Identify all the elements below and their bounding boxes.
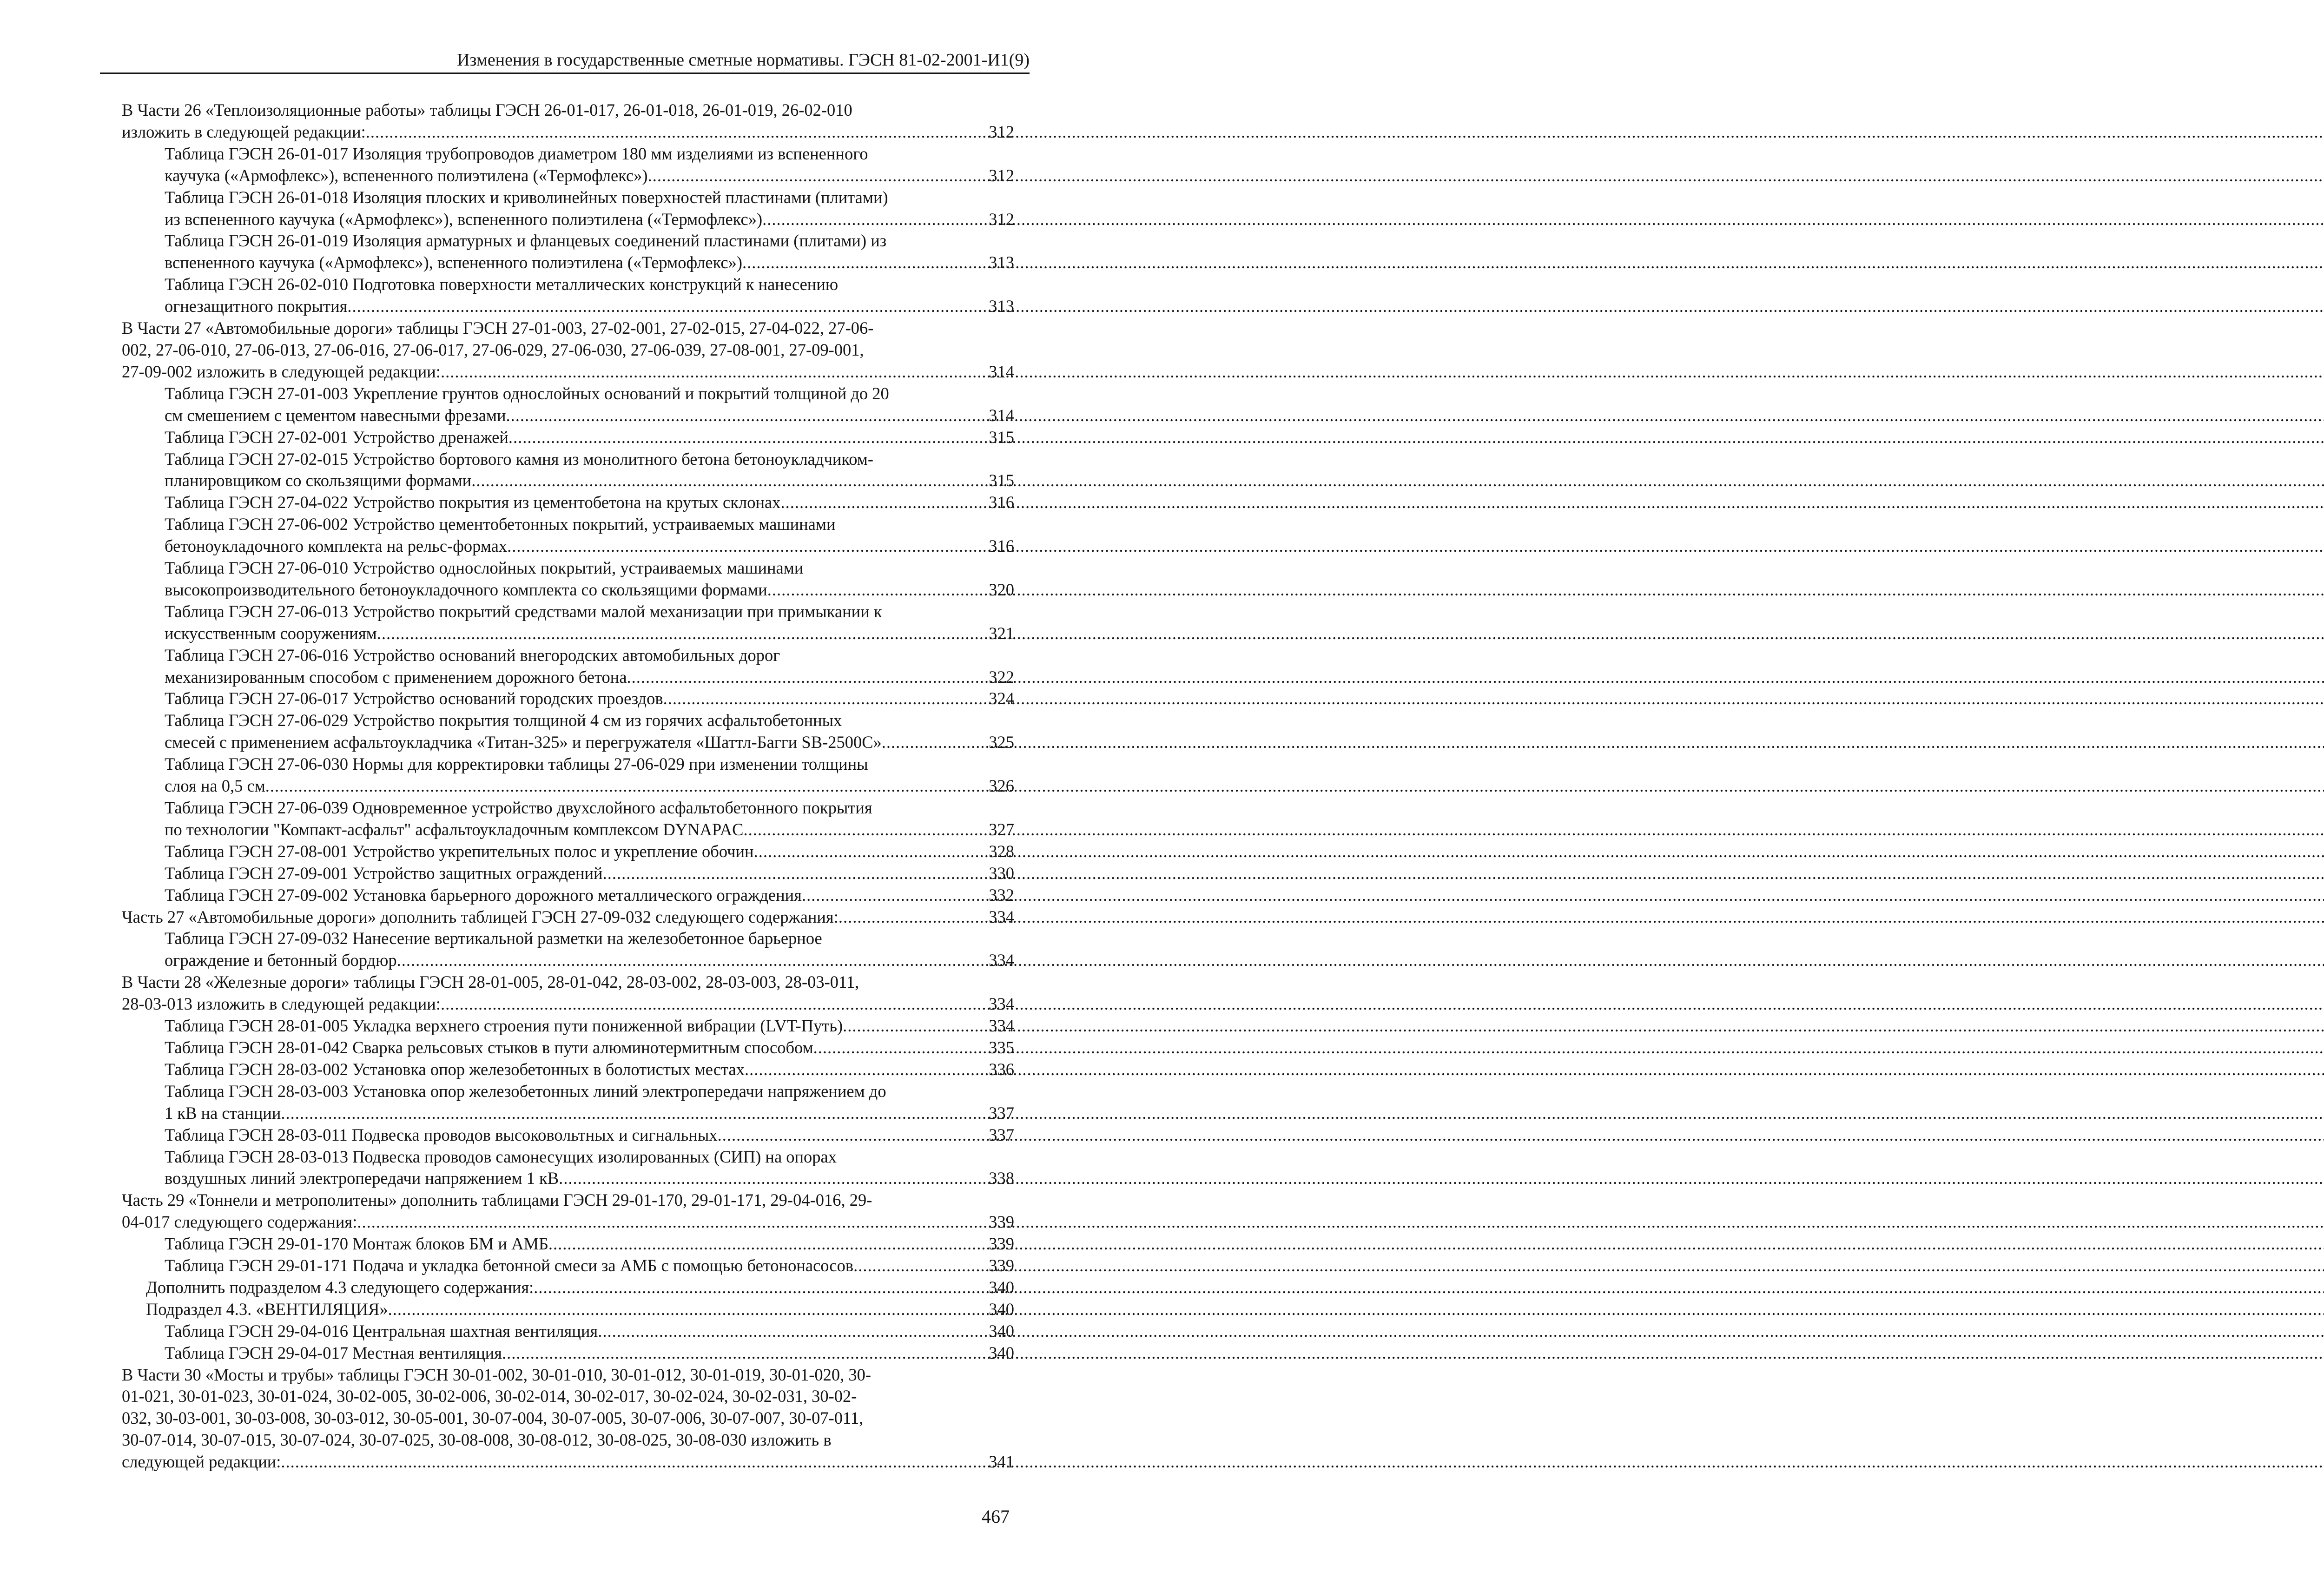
toc-entry-last-line bbox=[165, 535, 1014, 557]
toc-entry[interactable] bbox=[122, 971, 1014, 1015]
toc-entry-text: см смешением с цементом навесными фрезами bbox=[165, 405, 506, 425]
dot-leader bbox=[559, 1168, 988, 1189]
toc-entry-line: Таблица ГЭСН 28-03-013 Подвеска проводов самонесущих изолированных (СИП) на опорах bbox=[165, 1147, 837, 1166]
toc-entry-line: Часть 29 «Тоннели и метрополитены» дополнить таблицами ГЭСН 29-01-170, 29-01-171, 29-04-016, 29- bbox=[122, 1190, 872, 1210]
toc-page-ref[interactable]: 327 bbox=[989, 819, 1014, 839]
toc-entry[interactable] bbox=[122, 274, 1014, 317]
toc-entry[interactable] bbox=[122, 1277, 1014, 1299]
toc-entry-last-line bbox=[122, 993, 1014, 1015]
dot-leader bbox=[754, 841, 988, 863]
toc-entry[interactable] bbox=[122, 645, 1014, 688]
toc-entry[interactable] bbox=[122, 383, 1014, 427]
toc-entry[interactable] bbox=[122, 492, 1014, 514]
toc-entry-last-line bbox=[122, 1451, 1014, 1473]
toc-entry[interactable] bbox=[122, 317, 1014, 383]
toc-entry-text: Таблица ГЭСН 28-01-042 Сварка рельсовых стыков в пути алюминотермитным способом bbox=[165, 1037, 813, 1057]
toc-entry[interactable] bbox=[122, 1233, 1014, 1255]
toc-entry-text: Таблица ГЭСН 27-09-001 Устройство защитных ограждений bbox=[165, 863, 603, 883]
toc-entry-line: Таблица ГЭСН 27-06-029 Устройство покрытия толщиной 4 см из горячих асфальтобетонных bbox=[165, 711, 842, 730]
toc-page-ref[interactable]: 321 bbox=[989, 623, 1014, 643]
toc-entry[interactable] bbox=[122, 688, 1014, 710]
toc-entry-text: 28-03-013 изложить в следующей редакции: bbox=[122, 994, 441, 1014]
toc-entry-line: 01-021, 30-01-023, 30-01-024, 30-02-005, 30-02-006, 30-02-014, 30-02-017, 30-02-024, 30-02-031, 30-02- bbox=[122, 1387, 857, 1406]
toc-page-ref[interactable]: 315 bbox=[989, 427, 1014, 447]
toc-entry-last-line bbox=[165, 623, 1014, 645]
toc-entry-last-line bbox=[165, 165, 1014, 187]
toc-entry-last-line bbox=[165, 1059, 1014, 1081]
toc-entry-line: Таблица ГЭСН 27-09-032 Нанесение вертикальной разметки на железобетонное барьерное bbox=[165, 929, 822, 948]
toc-entry[interactable] bbox=[122, 1299, 1014, 1321]
toc-entry-text: Таблица ГЭСН 27-06-017 Устройство оснований городских проездов bbox=[165, 689, 663, 708]
toc-entry[interactable] bbox=[122, 1342, 1014, 1364]
dot-leader bbox=[762, 209, 988, 231]
toc-entry-text: огнезащитного покрытия bbox=[165, 297, 348, 316]
dot-leader bbox=[802, 885, 988, 906]
toc-page-ref[interactable]: 339 bbox=[989, 1234, 1014, 1254]
dot-leader bbox=[471, 470, 988, 492]
toc-entry-last-line bbox=[165, 427, 1014, 449]
toc-entry[interactable] bbox=[122, 143, 1014, 187]
toc-entry-text: Часть 27 «Автомобильные дороги» дополнить таблицей ГЭСН 27-09-032 следующего содержания: bbox=[122, 907, 838, 926]
toc-entry-line: Таблица ГЭСН 27-06-030 Нормы для корректировки таблицы 27-06-029 при изменении толщины bbox=[165, 754, 868, 774]
toc-entry-line: Таблица ГЭСН 28-03-003 Установка опор железобетонных линий электропередачи напряжением до bbox=[165, 1081, 886, 1101]
toc-page-ref[interactable]: 337 bbox=[989, 1125, 1014, 1144]
toc-entry-last-line bbox=[165, 252, 1014, 274]
toc-entry-line: Таблица ГЭСН 27-02-015 Устройство бортового камня из монолитного бетона бетоноукладчиком- bbox=[165, 449, 874, 469]
toc-page-ref[interactable]: 320 bbox=[989, 580, 1014, 599]
running-header bbox=[100, 48, 1030, 74]
dot-leader bbox=[813, 1037, 988, 1059]
toc-entry[interactable] bbox=[122, 797, 1014, 841]
dot-leader bbox=[507, 535, 988, 557]
toc-entry-text: планировщиком со скользящими формами bbox=[165, 471, 472, 490]
toc-entry-last-line bbox=[165, 1103, 1014, 1124]
toc-page-ref[interactable]: 340 bbox=[989, 1321, 1014, 1341]
toc-entry-text: искусственным сооружениям bbox=[165, 623, 377, 643]
dot-leader bbox=[744, 819, 988, 841]
dot-leader bbox=[843, 1015, 988, 1037]
toc-page-ref[interactable]: 336 bbox=[989, 1059, 1014, 1079]
toc-entry-line: В Части 30 «Мосты и трубы» таблицы ГЭСН 30-01-002, 30-01-010, 30-01-012, 30-01-019, 30-01-020, 30- bbox=[122, 1365, 872, 1384]
toc-entry[interactable] bbox=[122, 1059, 1014, 1081]
toc-entry[interactable] bbox=[122, 1321, 1014, 1342]
toc-page-ref[interactable]: 338 bbox=[989, 1169, 1014, 1188]
toc-page-ref[interactable]: 315 bbox=[989, 471, 1014, 490]
toc-entry-text: изложить в следующей редакции: bbox=[122, 122, 366, 141]
toc-entry-line: Таблица ГЭСН 26-01-017 Изоляция трубопроводов диаметром 180 мм изделиями из вспененного bbox=[165, 144, 868, 163]
toc-entry-text: Таблица ГЭСН 28-03-002 Установка опор железобетонных в болотистых местах bbox=[165, 1059, 745, 1079]
toc-entry-text: 27-09-002 изложить в следующей редакции: bbox=[122, 362, 441, 381]
toc-entry-line: Таблица ГЭСН 27-06-039 Одновременное устройство двухслойного асфальтобетонного покрытия bbox=[165, 798, 872, 817]
running-title: Изменения в государственные сметные нормативы. ГЭСН 81-02-2001-И1(9) bbox=[456, 50, 1030, 70]
dot-leader bbox=[534, 1277, 988, 1299]
dot-leader bbox=[397, 950, 988, 971]
toc-entry[interactable] bbox=[122, 1081, 1014, 1124]
toc-page-ref[interactable]: 335 bbox=[989, 1037, 1014, 1057]
toc-entry-line: В Части 27 «Автомобильные дороги» таблицы ГЭСН 27-01-003, 27-02-001, 27-02-015, 27-04-022, 27-06- bbox=[122, 318, 874, 338]
dot-leader bbox=[281, 1451, 988, 1473]
dot-leader bbox=[767, 579, 988, 601]
dot-leader bbox=[347, 296, 988, 317]
toc-entry[interactable] bbox=[122, 427, 1014, 449]
toc-page-ref[interactable]: 340 bbox=[989, 1299, 1014, 1319]
toc-entry-text: Подраздел 4.3. «ВЕНТИЛЯЦИЯ» bbox=[146, 1299, 388, 1319]
toc-entry[interactable] bbox=[122, 885, 1014, 906]
toc-entry-text: Таблица ГЭСН 29-01-171 Подача и укладка бетонной смеси за АМБ с помощью бетононасосов bbox=[165, 1256, 854, 1275]
toc-entry-text: каучука («Армофлекс»), вспененного полиэтилена («Термофлекс») bbox=[165, 165, 648, 185]
toc-entry-text: Таблица ГЭСН 27-08-001 Устройство укрепительных полос и укрепление обочин bbox=[165, 841, 754, 861]
toc-entry-text: воздушных линий электропередачи напряжением 1 кВ bbox=[165, 1169, 559, 1188]
toc-entry[interactable] bbox=[122, 1255, 1014, 1277]
toc-page-ref[interactable]: 322 bbox=[989, 667, 1014, 687]
toc-entry-text: 04-017 следующего содержания: bbox=[122, 1212, 357, 1232]
page-number: 467 bbox=[982, 1506, 1010, 1527]
toc-page-ref[interactable]: 316 bbox=[989, 493, 1014, 512]
toc-entry-text: Таблица ГЭСН 27-02-001 Устройство дренажей bbox=[165, 427, 508, 447]
toc-entry[interactable] bbox=[122, 1189, 1014, 1233]
dot-leader bbox=[838, 906, 988, 928]
toc-page-ref[interactable]: 312 bbox=[989, 122, 1014, 141]
toc-entry-last-line bbox=[165, 819, 1014, 841]
toc-entry-text: Таблица ГЭСН 27-04-022 Устройство покрытия из цементобетона на крутых склонах bbox=[165, 493, 781, 512]
toc-entry-text: высокопроизводительного бетоноукладочного комплекта со скользящими формами bbox=[165, 580, 767, 599]
toc-entry-text: Таблица ГЭСН 28-03-011 Подвеска проводов высоковольтных и сигнальных bbox=[165, 1125, 718, 1144]
toc-entry-text: механизированным способом с применением дорожного бетона bbox=[165, 667, 627, 687]
toc-entry-last-line bbox=[146, 1277, 1014, 1299]
toc-entry-last-line bbox=[165, 1015, 1014, 1037]
dot-leader bbox=[745, 1059, 988, 1081]
toc-entry-last-line bbox=[146, 1299, 1014, 1321]
dot-leader bbox=[506, 405, 988, 427]
toc-entry-line: Таблица ГЭСН 27-06-010 Устройство однослойных покрытий, устраиваемых машинами bbox=[165, 558, 804, 578]
toc-entry-text: смесей с применением асфальтоукладчика «Титан-325» и перегружателя «Шаттл-Багги SB-2500C» bbox=[165, 733, 882, 752]
toc-entry-last-line bbox=[165, 1168, 1014, 1189]
toc-entry-last-line bbox=[165, 1321, 1014, 1342]
toc-entry-text: Дополнить подразделом 4.3 следующего содержания: bbox=[146, 1277, 534, 1297]
toc-page-ref[interactable]: 313 bbox=[989, 253, 1014, 272]
toc-entry[interactable] bbox=[122, 1037, 1014, 1059]
toc-entry-last-line bbox=[165, 667, 1014, 688]
toc-entry-last-line bbox=[165, 732, 1014, 753]
toc-page-ref[interactable]: 312 bbox=[989, 165, 1014, 185]
dot-leader bbox=[627, 667, 988, 688]
toc-entry-last-line bbox=[165, 579, 1014, 601]
toc-entry-last-line bbox=[122, 121, 1014, 143]
toc-entry-line: В Части 28 «Железные дороги» таблицы ГЭСН 28-01-005, 28-01-042, 28-03-002, 28-03-003, 28-03-011, bbox=[122, 972, 859, 992]
toc-entry-line: 002, 27-06-010, 27-06-013, 27-06-016, 27-06-017, 27-06-029, 27-06-030, 27-06-039, 27-08-001, 27-09-001, bbox=[122, 340, 864, 359]
toc-page-ref[interactable]: 324 bbox=[989, 689, 1014, 708]
toc-entry-line: Таблица ГЭСН 26-02-010 Подготовка поверхности металлических конструкций к нанесению bbox=[165, 275, 838, 294]
toc-entry-text: Таблица ГЭСН 28-01-005 Укладка верхнего строения пути пониженной вибрации (LVT-Путь) bbox=[165, 1016, 843, 1036]
dot-leader bbox=[502, 1342, 988, 1364]
toc-entry-last-line bbox=[165, 885, 1014, 906]
toc-page-ref[interactable]: 328 bbox=[989, 841, 1014, 861]
toc-entry-line: Таблица ГЭСН 27-01-003 Укрепление грунтов однослойных оснований и покрытий толщиной до 20 bbox=[165, 383, 889, 403]
toc-entry-last-line bbox=[165, 950, 1014, 971]
toc-entry-last-line bbox=[165, 863, 1014, 885]
toc-page-ref[interactable]: 334 bbox=[989, 907, 1014, 926]
dot-leader bbox=[663, 688, 988, 710]
toc-entry-text: Таблица ГЭСН 27-09-002 Установка барьерного дорожного металлического ограждения bbox=[165, 885, 802, 905]
dot-leader bbox=[598, 1321, 988, 1342]
toc-entry[interactable] bbox=[122, 863, 1014, 885]
toc-entry-line: Таблица ГЭСН 27-06-013 Устройство покрытий средствами малой механизации при примыкании к bbox=[165, 601, 882, 621]
toc-entry-last-line bbox=[165, 1233, 1014, 1255]
toc-entry-line: Таблица ГЭСН 26-01-019 Изоляция арматурных и фланцевых соединений пластинами (плитами) из bbox=[165, 231, 887, 251]
toc-entry-line: 30-07-014, 30-07-015, 30-07-024, 30-07-025, 30-08-008, 30-08-012, 30-08-025, 30-08-030 изложить в bbox=[122, 1430, 832, 1450]
toc-page-ref[interactable]: 313 bbox=[989, 297, 1014, 316]
toc-entry-last-line bbox=[165, 470, 1014, 492]
toc-entry-last-line bbox=[165, 1342, 1014, 1364]
toc-page-ref[interactable]: 325 bbox=[989, 733, 1014, 752]
toc-entry-last-line bbox=[165, 296, 1014, 317]
dot-leader bbox=[377, 623, 988, 645]
toc-entry-last-line bbox=[122, 906, 1014, 928]
toc-entry[interactable] bbox=[122, 710, 1014, 753]
toc-page-ref[interactable]: 334 bbox=[989, 951, 1014, 970]
toc-entry[interactable] bbox=[122, 841, 1014, 863]
toc-page-ref[interactable]: 330 bbox=[989, 863, 1014, 883]
toc-entry[interactable] bbox=[122, 1146, 1014, 1190]
dot-leader bbox=[441, 993, 988, 1015]
toc-entry-text: ограждение и бетонный бордюр bbox=[165, 951, 397, 970]
toc-entry-last-line bbox=[165, 209, 1014, 231]
dot-leader bbox=[441, 361, 988, 383]
toc-entry-last-line bbox=[165, 405, 1014, 427]
toc-entry-last-line bbox=[165, 841, 1014, 863]
toc-entry[interactable] bbox=[122, 1015, 1014, 1037]
dot-leader bbox=[603, 863, 988, 885]
toc-entry-text: вспененного каучука («Армофлекс»), вспененного полиэтилена («Термофлекс») bbox=[165, 253, 743, 272]
toc-entry[interactable] bbox=[122, 601, 1014, 645]
table-of-contents bbox=[122, 99, 1014, 1473]
toc-page-ref[interactable]: 312 bbox=[989, 209, 1014, 229]
toc-entry[interactable] bbox=[122, 1124, 1014, 1146]
toc-page-ref[interactable]: 339 bbox=[989, 1212, 1014, 1232]
dot-leader bbox=[366, 121, 988, 143]
toc-entry[interactable] bbox=[122, 514, 1014, 557]
toc-page-ref[interactable]: 341 bbox=[989, 1452, 1014, 1472]
toc-entry-last-line bbox=[122, 1211, 1014, 1233]
toc-entry[interactable] bbox=[122, 1364, 1014, 1473]
toc-entry-text: следующей редакции: bbox=[122, 1452, 281, 1472]
toc-entry-line: Таблица ГЭСН 27-06-002 Устройство цементобетонных покрытий, устраиваемых машинами bbox=[165, 515, 836, 534]
toc-entry[interactable] bbox=[122, 230, 1014, 274]
toc-entry[interactable] bbox=[122, 99, 1014, 143]
toc-page-ref[interactable]: 334 bbox=[989, 994, 1014, 1014]
toc-entry-text: слоя на 0,5 см bbox=[165, 776, 265, 796]
toc-entry-line: Таблица ГЭСН 27-06-016 Устройство оснований внегородских автомобильных дорог bbox=[165, 645, 780, 665]
toc-entry[interactable] bbox=[122, 557, 1014, 601]
toc-entry-last-line bbox=[122, 361, 1014, 383]
toc-entry[interactable] bbox=[122, 753, 1014, 797]
toc-page-ref[interactable]: 337 bbox=[989, 1103, 1014, 1123]
toc-entry-text: по технологии "Компакт-асфальт" асфальтоукладочным комплексом DYNAPAC bbox=[165, 819, 744, 839]
dot-leader bbox=[265, 775, 988, 797]
dot-leader bbox=[648, 165, 988, 187]
toc-page-ref[interactable]: 314 bbox=[989, 405, 1014, 425]
dot-leader bbox=[742, 252, 988, 274]
dot-leader bbox=[357, 1211, 988, 1233]
toc-entry[interactable] bbox=[122, 187, 1014, 231]
toc-entry-text: Таблица ГЭСН 29-04-017 Местная вентиляция bbox=[165, 1343, 502, 1362]
toc-entry[interactable] bbox=[122, 928, 1014, 971]
toc-page-ref[interactable]: 332 bbox=[989, 885, 1014, 905]
toc-entry-line: 032, 30-03-001, 30-03-008, 30-03-012, 30-05-001, 30-07-004, 30-07-005, 30-07-006, 30-07-007, 30-07-011, bbox=[122, 1408, 864, 1428]
toc-entry-text: 1 кВ на станции bbox=[165, 1103, 281, 1123]
toc-entry-last-line bbox=[165, 1124, 1014, 1146]
toc-page-ref[interactable]: 340 bbox=[989, 1343, 1014, 1362]
toc-page-ref[interactable]: 314 bbox=[989, 362, 1014, 381]
toc-entry-text: Таблица ГЭСН 29-01-170 Монтаж блоков БМ и АМБ bbox=[165, 1234, 548, 1254]
toc-entry-last-line bbox=[165, 492, 1014, 514]
toc-entry[interactable] bbox=[122, 449, 1014, 492]
toc-page-ref[interactable]: 316 bbox=[989, 536, 1014, 556]
dot-leader bbox=[388, 1299, 988, 1321]
dot-leader bbox=[548, 1233, 988, 1255]
dot-leader bbox=[853, 1255, 988, 1277]
toc-entry-text: Таблица ГЭСН 29-04-016 Центральная шахтная вентиляция bbox=[165, 1321, 598, 1341]
toc-entry-last-line bbox=[165, 688, 1014, 710]
toc-entry-last-line bbox=[165, 1255, 1014, 1277]
toc-entry-text: бетоноукладочного комплекта на рельс-формах bbox=[165, 536, 508, 556]
toc-entry-line: Таблица ГЭСН 26-01-018 Изоляция плоских и криволинейных поверхностей пластинами (плитами) bbox=[165, 187, 888, 207]
dot-leader bbox=[508, 427, 988, 449]
toc-page-ref[interactable]: 339 bbox=[989, 1256, 1014, 1275]
toc-entry-text: из вспененного каучука («Армофлекс»), вспененного полиэтилена («Термофлекс») bbox=[165, 209, 763, 229]
toc-page-ref[interactable]: 334 bbox=[989, 1016, 1014, 1036]
toc-entry[interactable] bbox=[122, 906, 1014, 928]
dot-leader bbox=[780, 492, 988, 514]
toc-page-ref[interactable]: 326 bbox=[989, 776, 1014, 796]
toc-entry-last-line bbox=[165, 775, 1014, 797]
dot-leader bbox=[281, 1103, 988, 1124]
toc-entry-line: В Части 26 «Теплоизоляционные работы» таблицы ГЭСН 26-01-017, 26-01-018, 26-01-019, 26-02-010 bbox=[122, 100, 852, 119]
toc-entry-last-line bbox=[165, 1037, 1014, 1059]
dot-leader bbox=[718, 1124, 988, 1146]
dot-leader bbox=[882, 732, 988, 753]
toc-page-ref[interactable]: 340 bbox=[989, 1277, 1014, 1297]
